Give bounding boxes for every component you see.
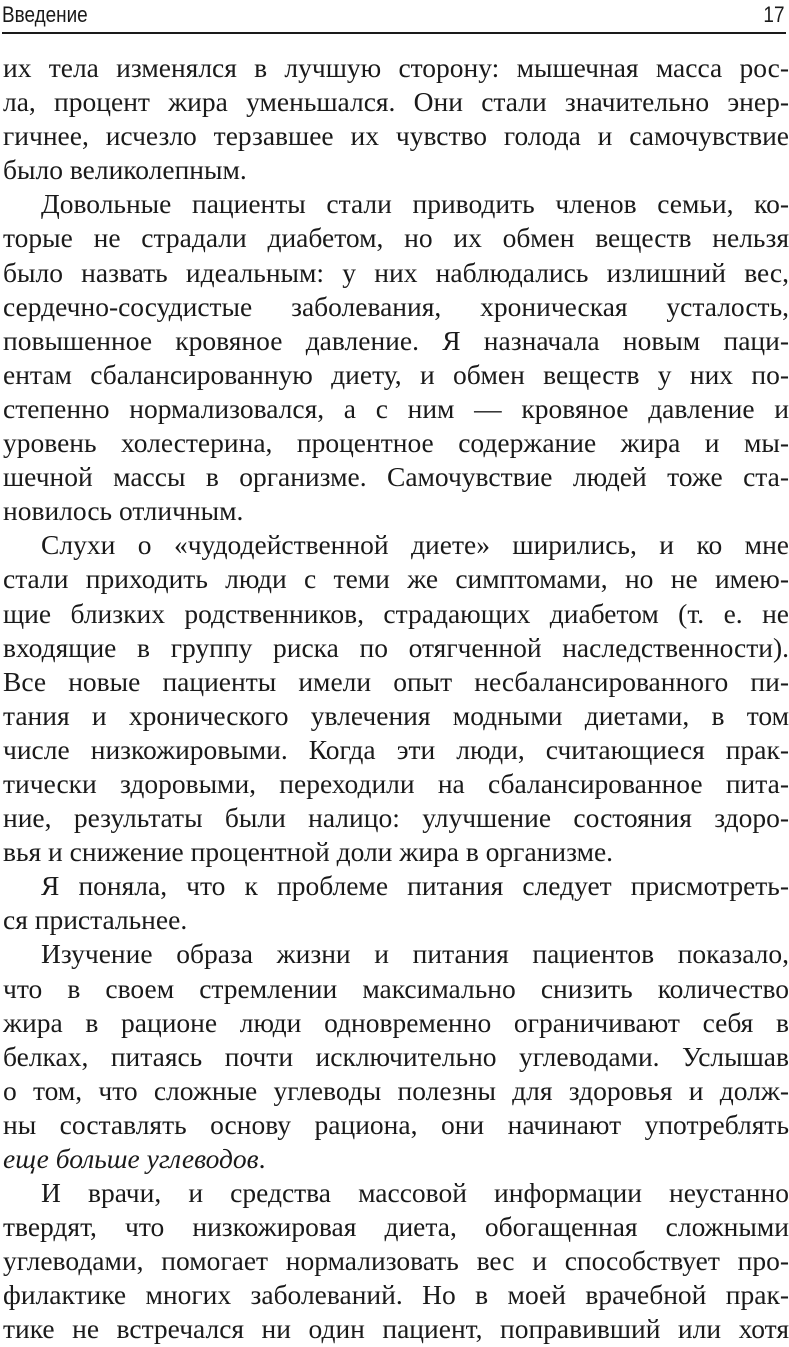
page-number: 17 [762,2,784,27]
paragraph-3 [3,528,789,869]
paragraph-4 [3,869,789,937]
text-line: щие близких родственников, страдающих диабетом (т. е. не [3,597,789,629]
text-line: новилось отличным. [3,495,244,527]
text-line: торые не страдали диабетом, но их обмен веществ нельзя [3,222,789,254]
text-line: было великолепным. [3,154,247,186]
text-line: Все новые пациенты имели опыт несбалансированного пи- [3,665,789,697]
text-line: было назвать идеальным: у них наблюдались излишний вес, [3,256,789,288]
text-line: жира в рационе люди одновременно ограничивают себя в [3,1006,789,1038]
text-line: ентам сбалансированную диету, и обмен веществ у них по- [3,358,789,390]
text-line: что в своем стремлении максимально снизить количество [3,972,789,1004]
text-line: повышенное кровяное давление. Я назначала новым паци- [3,324,789,356]
text-line [3,1142,789,1176]
text-line: тике не встречался ни один пациент, поправивший или хотя [3,1313,789,1345]
text-line: о том, что сложные углеводы полезны для здоровья и долж- [3,1074,789,1106]
text-line: ла, процент жира уменьшался. Они стали значительно энер- [3,86,789,118]
text-line: филактике многих заболеваний. Но в моей врачебной прак- [3,1279,789,1311]
text-line: стали приходить люди с теми же симптомами, но не имею- [3,563,789,595]
text-line: входящие в группу риска по отягченной наследственности). [3,631,789,663]
paragraph-1 [3,51,789,187]
text-line: тания и хронического увлечения модными диетами, в том [3,699,789,731]
text-line: их тела изменялся в лучшую сторону: мышечная масса рос- [3,52,789,83]
text-line: Довольные пациенты стали приводить членов семьи, ко- [41,188,789,220]
text-line: числе низкожировыми. Когда эти люди, считающиеся прак- [3,733,789,765]
text-line: белках, питаясь почти исключительно углеводами. Услышав [3,1040,789,1072]
text-line: Я поняла, что к проблеме питания следует присмотреть- [41,870,789,902]
sentence-end: . [258,1143,266,1174]
running-head [2,0,786,34]
text-line: степенно нормализовался, а с ним — кровяное давление и [3,392,789,424]
text-line: И врачи, и средства массовой информации неустанно [41,1177,789,1209]
text-line: уровень холестерина, процентное содержание жира и мы- [3,427,789,459]
text-line: ние, результаты были налицо: улучшение состояния здоро- [3,802,789,834]
text-line: гичнее, исчезло терзавшее их чувство голода и самочувствие [3,120,789,152]
text-line: ся пристальнее. [3,904,188,936]
text-line: шечной массы в организме. Самочувствие людей тоже ста- [3,461,789,493]
text-line: ны составлять основу рациона, они начинают употреблять [3,1108,789,1140]
text-line: вья и снижение процентной доли жира в организме. [3,836,614,868]
section-title: Введение [2,2,88,27]
text-line: сердечно-сосудистые заболевания, хроническая усталость, [3,290,789,322]
text-line: твердят, что низкожировая диета, обогащенная сложными [3,1211,789,1243]
text-line: Изучение образа жизни и питания пациентов показало, [41,938,789,970]
text-line: углеводами, помогает нормализовать вес и способствует про- [3,1245,789,1277]
emphasis-text: еще больше углеводов [3,1143,259,1174]
paragraph-5 [3,937,789,1176]
text-line: тически здоровыми, переходили на сбалансированное пита- [3,767,789,799]
paragraph-2 [3,187,789,528]
text-line: Слухи о «чудодейственной диете» ширились, и ко мне [41,529,789,561]
paragraph-6 [3,1176,789,1346]
body-text [3,51,789,1347]
